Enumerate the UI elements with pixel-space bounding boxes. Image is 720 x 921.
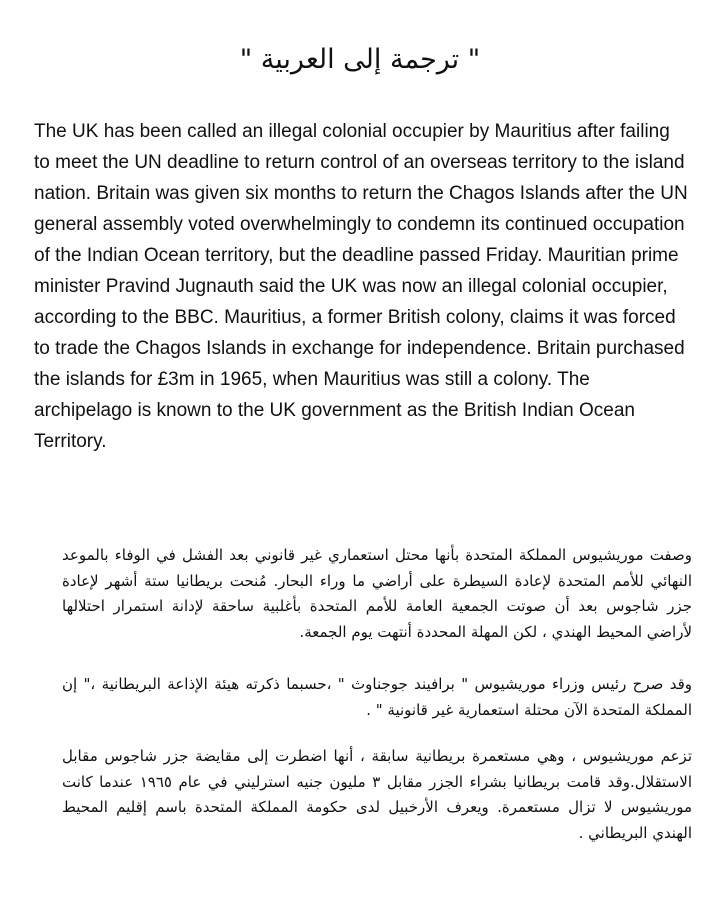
page-title: " ترجمة إلى العربية " <box>239 44 481 75</box>
arabic-paragraph-2: وقد صرح رئيس وزراء موريشيوس " برافيند جوجناوث " ،حسبما ذكرته هيئة الإذاعة البريطانية ،" إن المملكة المتحدة الآن محتلة استعمارية غير قانونية " . <box>62 675 692 719</box>
arabic-paragraph-1: وصفت موريشيوس المملكة المتحدة بأنها محتل استعماري غير قانوني بعد الفشل في الوفاء بالموعد النهائي للأمم المتحدة لإعادة السيطرة على أراضي ما وراء البحار. مُنحت بريطانيا ستة أشهر لإعادة جزر شاجوس بعد أن صوتت الجمعية العامة للأمم المتحدة بأغلبية ساحقة لإدانة استمرار احتلالها لأراضي المحيط الهندي ، لكن المهلة المحددة أنتهت يوم الجمعة. <box>62 546 692 641</box>
english-paragraph: The UK has been called an illegal colonial occupier by Mauritius after failing to meet the UN deadline to return control of an overseas territory to the island nation. Britain was given six months to return the Chagos Islands after the UN general assembly voted overwhelmingly to condemn its continued occupation of the Indian Ocean territory, but the deadline passed Friday. Mauritian prime minister Pravind Jugnauth said the UK was now an illegal colonial occupier, according to the BBC. Mauritius, a former British colony, claims it was forced to trade the Chagos Islands in exchange for independence. Britain purchased the islands for £3m in 1965, when Mauritius was still a colony. The archipelago is known to the UK government as the British Indian Ocean Territory. <box>34 121 688 452</box>
arabic-paragraph-3: تزعم موريشيوس ، وهي مستعمرة بريطانية سابقة ، أنها اضطرت إلى مقايضة جزر شاجوس مقابل الاستقلال.وقد قامت بريطانيا بشراء الجزر مقابل ٣ مليون جنيه استرليني في عام ١٩٦٥ عندما كانت موريشيوس لا تزال مستعمرة. ويعرف الأرخبيل لدى حكومة المملكة المتحدة باسم إقليم المحيط الهندي البريطاني . <box>62 747 692 842</box>
